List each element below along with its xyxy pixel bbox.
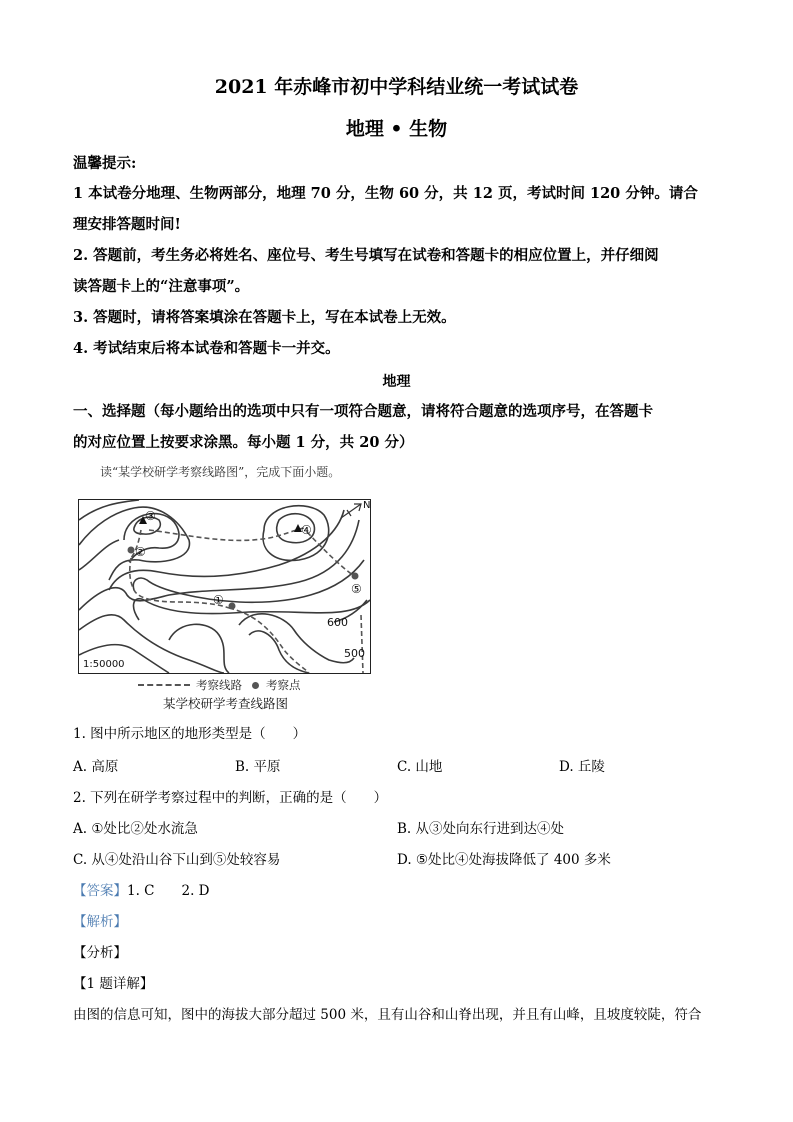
svg-text:600: 600 [327, 616, 348, 629]
question-2-stem: 2. 下列在研学考察过程中的判断，正确的是（ ） [73, 790, 388, 806]
legend-point-label: 考察点 [266, 678, 301, 692]
svg-text:500: 500 [344, 647, 365, 660]
tip-4: 4. 考试结束后将本试卷和答题卡一并交。 [73, 340, 340, 357]
question-2-option-d: D. ⑤处比④处海拔降低了 400 多米 [397, 852, 611, 868]
page-title: 2021 年赤峰市初中学科结业统一考试试卷 [214, 76, 579, 98]
contour-lines [79, 500, 370, 673]
tip-1-line2: 理安排答题时间! [73, 216, 181, 233]
tip-1-line1: 1 本试卷分地理、生物两部分，地理 70 分，生物 60 分，共 12 页，考试时间 120 分钟。请合 [73, 185, 698, 202]
section-heading-line1: 一、选择题（每小题给出的选项中只有一项符合题意，请将符合题意的选项序号，在答题卡 [73, 403, 653, 420]
section-intro: 读“某学校研学考察线路图”，完成下面小题。 [100, 465, 341, 479]
question-1-option-b: B. 平原 [235, 759, 281, 775]
section-label: 地理 [382, 374, 411, 390]
analysis-label: 【解析】 [73, 914, 127, 930]
svg-text:N: N [363, 500, 370, 511]
point-2-dot [128, 547, 135, 554]
page-subtitle: 地理 • 生物 [345, 118, 448, 140]
svg-text:④: ④ [301, 523, 312, 537]
svg-text:③: ③ [145, 509, 156, 523]
contour-map [78, 499, 371, 674]
svg-text:1:50000: 1:50000 [83, 659, 125, 670]
point-dot-icon [252, 682, 259, 689]
tip-2-line2: 读答题卡上的“注意事项”。 [73, 278, 250, 295]
question-1-option-d: D. 丘陵 [559, 759, 605, 775]
point-1-dot [229, 603, 236, 610]
detail-label: 【1 题详解】 [73, 976, 154, 992]
question-2-option-a: A. ①处比②处水流急 [73, 821, 198, 837]
route-dash-icon [138, 684, 190, 686]
svg-text:⑤: ⑤ [351, 582, 362, 596]
point-5-dot [352, 573, 359, 580]
answer-row [73, 879, 210, 899]
section-heading-line2: 的对应位置上按要求涂黑。每小题 1 分，共 20 分） [73, 434, 414, 451]
svg-text:①: ① [213, 593, 224, 607]
answer-values: 1. C 2. D [127, 883, 210, 899]
tip-3: 3. 答题时，请将答案填涂在答题卡上，写在本试卷上无效。 [73, 309, 456, 326]
svg-text:②: ② [135, 545, 146, 559]
legend-route-label: 考察线路 [196, 678, 242, 692]
tip-2-line1: 2. 答题前，考生务必将姓名、座位号、考生号填写在试卷和答题卡的相应位置上，并仔细阅 [73, 247, 659, 264]
tips-heading: 温馨提示: [73, 155, 137, 172]
analysis-text: 由图的信息可知，图中的海拔大部分超过 500 米，且有山谷和山脊出现，并且有山峰，且坡度较陡，符合 [73, 1007, 702, 1023]
question-1-stem: 1. 图中所示地区的地形类型是（ ） [73, 726, 307, 742]
question-2-option-b: B. 从③处向东行进到达④处 [397, 821, 565, 837]
question-1-option-c: C. 山地 [397, 759, 443, 775]
question-2-option-c: C. 从④处沿山谷下山到⑤处较容易 [73, 852, 281, 868]
map-caption: 某学校研学考查线路图 [162, 696, 288, 711]
fenxi-label: 【分析】 [73, 945, 127, 961]
map-legend [138, 677, 301, 693]
answer-label: 【答案】 [73, 883, 127, 899]
question-1-option-a: A. 高原 [73, 759, 119, 775]
